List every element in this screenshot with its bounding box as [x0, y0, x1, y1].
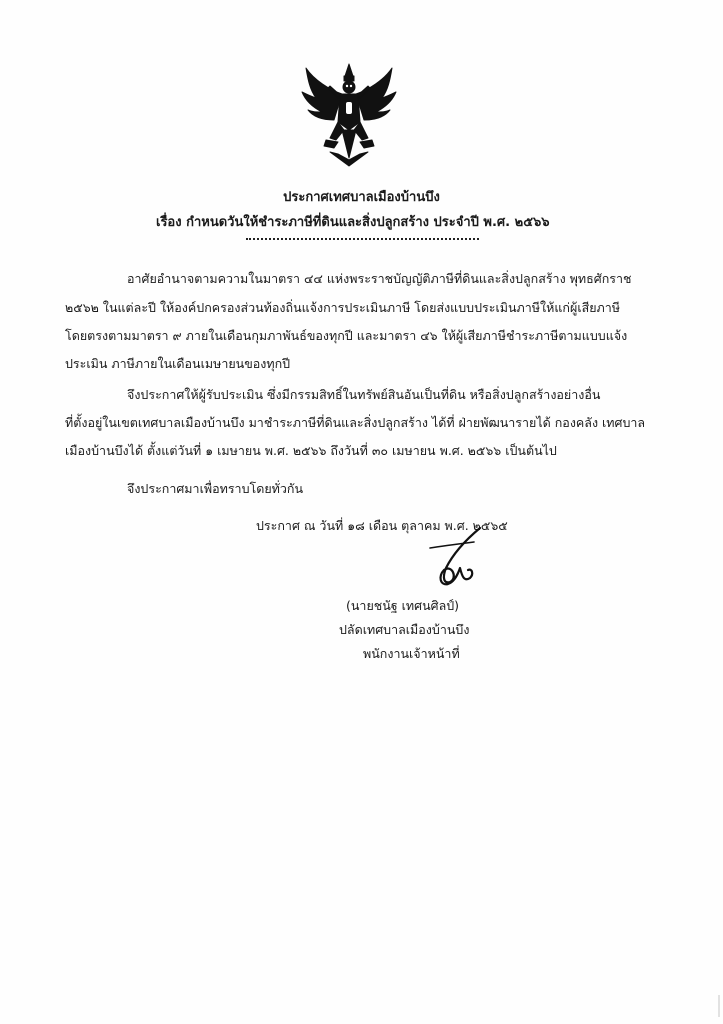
garuda-emblem-icon — [300, 62, 398, 168]
announcement-date: ประกาศ ณ วันที่ ๑๘ เดือน ตุลาคม พ.ศ. ๒๕๖๕ — [256, 518, 508, 533]
signatory-position: ปลัดเทศบาลเมืองบ้านบึง — [339, 622, 470, 637]
closing-statement: จึงประกาศมาเพื่อทราบโดยทั่วกัน — [127, 481, 304, 496]
announcement-subject: เรื่อง กำหนดวันให้ชำระภาษีที่ดินและสิ่งปลูกสร้าง ประจำปี พ.ศ. ๒๕๖๖ — [156, 215, 550, 230]
paragraph-2-line-2: ที่ตั้งอยู่ในเขตเทศบาลเมืองบ้านบึง มาชำระภาษีที่ดินและสิ่งปลูกสร้าง ได้ที่ ฝ่ายพัฒนารายได้ กองคลัง เทศบาล — [65, 415, 646, 430]
announcement-title: ประกาศเทศบาลเมืองบ้านบึง — [283, 190, 440, 205]
handwritten-signature — [418, 522, 498, 594]
paragraph-1-line-3: โดยตรงตามมาตรา ๙ ภายในเดือนกุมภาพันธ์ของทุกปี และมาตรา ๔๖ ให้ผู้เสียภาษีชำระภาษีตามแบบแจ้ง — [65, 328, 628, 343]
dotted-divider — [246, 238, 479, 240]
paragraph-1-line-2: ๒๕๖๒ ในแต่ละปี ให้องค์ปกครองส่วนท้องถิ่นแจ้งการประเมินภาษี โดยส่งแบบประเมินภาษีให้แก่ผู้เสียภาษี — [65, 300, 621, 315]
paragraph-1-line-1: อาศัยอำนาจตามความในมาตรา ๔๔ แห่งพระราชบัญญัติภาษีที่ดินและสิ่งปลูกสร้าง พุทธศักราช — [127, 271, 632, 286]
scan-edge-mark — [718, 995, 720, 1017]
paragraph-2-line-1: จึงประกาศให้ผู้รับประเมิน ซึ่งมีกรรมสิทธิ์ในทรัพย์สินอันเป็นที่ดิน หรือสิ่งปลูกสร้างอย่างอื่น — [127, 387, 601, 402]
signatory-name: (นายชนัฐ เทศนศิลป์) — [346, 598, 460, 613]
signatory-role: พนักงานเจ้าหน้าที่ — [363, 646, 460, 661]
paragraph-1-line-4: ประเมิน ภาษีภายในเดือนเมษายนของทุกปี — [65, 356, 291, 371]
paragraph-2-line-3: เมืองบ้านบึงได้ ตั้งแต่วันที่ ๑ เมษายน พ.ศ. ๒๕๖๖ ถึงวันที่ ๓๐ เมษายน พ.ศ. ๒๕๖๖ เป็นต้นไป — [65, 443, 557, 458]
